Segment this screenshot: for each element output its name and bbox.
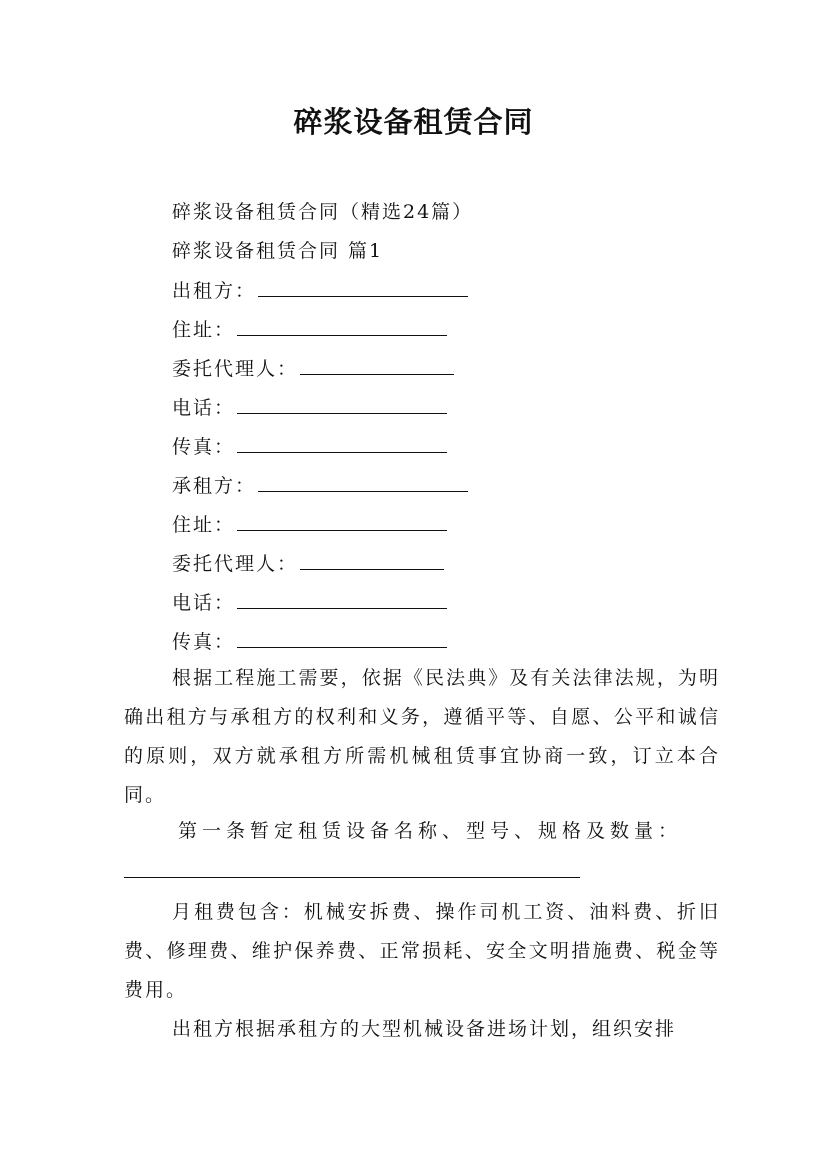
lessor-party-label: 出租方： (172, 280, 257, 302)
lessor-party-blank (258, 278, 468, 297)
lessor-address-blank (237, 317, 447, 336)
lessee-phone-blank (237, 590, 447, 609)
document-subtitle: 碎浆设备租赁合同（精选24篇） (172, 201, 474, 223)
lessee-fax-blank (237, 629, 447, 648)
lessor-agent-label: 委托代理人： (172, 358, 299, 380)
lessee-party-field (172, 473, 468, 498)
article-one-blank-line (124, 877, 580, 878)
lessee-agent-field (172, 551, 444, 576)
lessor-fax-label: 传真： (172, 436, 236, 458)
lessee-fax-label: 传真： (172, 631, 236, 653)
lessee-agent-label: 委托代理人： (172, 553, 299, 575)
lessee-address-field (172, 512, 447, 537)
lessor-phone-blank (237, 395, 447, 414)
lessee-party-label: 承租方： (172, 475, 257, 497)
lessor-address-field (172, 317, 447, 342)
monthly-fee-paragraph: 月租费包含：机械安拆费、操作司机工资、油料费、折旧费、修理费、维护保养费、正常损耗、安全文明措施费、税金等费用。 (124, 901, 720, 1001)
article-one-heading: 第一条暂定租赁设备名称、型号、规格及数量： (178, 820, 683, 842)
lessor-agent-field (172, 356, 454, 381)
lessee-agent-blank (300, 551, 444, 570)
section-heading: 碎浆设备租赁合同 篇1 (172, 240, 384, 262)
equipment-arrangement-paragraph: 出租方根据承租方的大型机械设备进场计划，组织安排 (172, 1018, 677, 1040)
lessor-fax-blank (237, 434, 447, 453)
lessor-party-field (172, 278, 468, 303)
lessee-address-blank (237, 512, 447, 531)
lessee-phone-field (172, 590, 447, 615)
lessor-agent-blank (300, 356, 454, 375)
document-title: 碎浆设备租赁合同 (293, 105, 534, 139)
preamble-paragraph: 根据工程施工需要，依据《民法典》及有关法律法规，为明确出租方与承租方的权利和义务，遵循平等、自愿、公平和诚信的原则，双方就承租方所需机械租赁事宜协商一致，订立本合同。 (124, 667, 720, 806)
lessor-fax-field (172, 434, 447, 459)
lessor-phone-label: 电话： (172, 397, 236, 419)
lessee-party-blank (258, 473, 468, 492)
lessee-phone-label: 电话： (172, 592, 236, 614)
lessor-address-label: 住址： (172, 319, 236, 341)
lessee-address-label: 住址： (172, 514, 236, 536)
lessor-phone-field (172, 395, 447, 420)
lessee-fax-field (172, 629, 447, 654)
